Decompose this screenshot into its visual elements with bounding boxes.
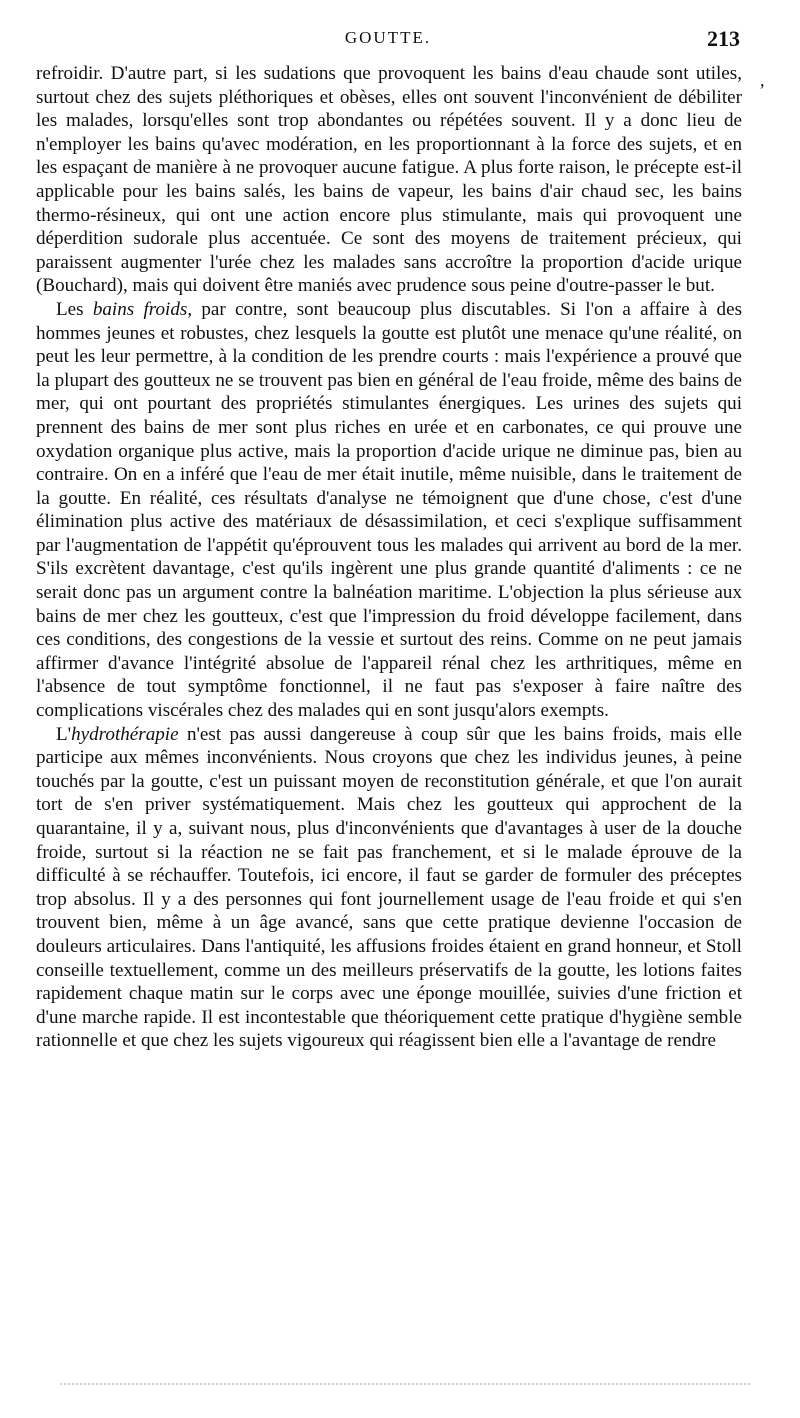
- margin-mark: ,: [760, 70, 765, 90]
- running-head: [36, 28, 740, 54]
- page-number: 213: [707, 26, 740, 51]
- body-text: [36, 62, 742, 1053]
- paragraph-2: [36, 298, 742, 723]
- paragraph-3-emphasis: hydrothérapie: [71, 723, 179, 745]
- bottom-bleedthrough-line: [60, 1383, 750, 1387]
- paragraph-3-text: n'est pas aussi dangereuse à coup sûr que les bains froids, mais elle participe aux mêmes inconvénients. Nous croyons que chez les individus jeunes, à peine touchés par la goutte, c'est un puissant moyen de reconstitution générale, et que l'on aurait tort de s'en priver systématiquement. Mais chez les goutteux qui approchent de la quarantaine, il y a, suivant nous, plus d'inconvénients que d'avantages à user de la douche froide, surtout si la réaction ne se fait pas franchement, et si le malade éprouve de la difficulté à se réchauffer. Toutefois, ici encore, il faut se garder de formuler des préceptes trop absolus. Il y a des personnes qui font journellement usage de l'eau froide et qui s'en trouvent bien, même à un âge avancé, sans que cette pratique devienne l'occasion de douleurs articulaires. Dans l'antiquité, les affusions froides étaient en grand honneur, et Stoll conseille textuellement, comme un des meilleurs préservatifs de la goutte, les lotions faites rapidement chaque matin sur le corps avec une éponge mouillée, suivies d'une friction et d'une marche rapide. Il est incontestable que théoriquement cette pratique d'hygiène semble rationnelle et que chez les sujets vigoureux qui réagissent bien elle a l'avantage de rendre: [36, 723, 742, 1052]
- paragraph-1-text: refroidir. D'autre part, si les sudations que provoquent les bains d'eau chaude sont utiles, surtout chez des sujets pléthoriques et obèses, elles ont souvent l'inconvénient de débiliter les malades, lorsqu'elles sont trop abondantes ou répétées souvent. Il y a donc lieu de n'employer les bains qu'avec modération, en les proportionnant à la force des sujets, et en les espaçant de manière à ne provoquer aucune fatigue. A plus forte raison, le précepte est-il applicable pour les bains salés, les bains de vapeur, les bains d'air chaud sec, les bains thermo-résineux, qui ont une action encore plus stimulante, mais qui provoquent une déperdition sudorale plus accentuée. Ce sont des moyens de traitement précieux, qui paraissent augmenter l'urée chez les malades sans accroître la proportion d'acide urique (Bouchard), mais qui doivent être maniés avec prudence sous peine d'outre-passer le but.: [36, 63, 742, 297]
- running-title: GOUTTE.: [344, 28, 432, 47]
- paragraph-3-intro: L': [56, 723, 72, 745]
- paragraph-2-intro: Les: [56, 298, 93, 320]
- paragraph-3: [36, 723, 742, 1053]
- paragraph-1: [36, 62, 742, 298]
- paragraph-2-emphasis: bains froids: [92, 298, 188, 320]
- paragraph-2-text: , par contre, sont beaucoup plus discutables. Si l'on a affaire à des hommes jeunes et robustes, chez lesquels la goutte est plutôt une menace qu'une réalité, on peut les leur permettre, à la condition de les prendre courts : mais l'expérience a prouvé que la plupart des goutteux ne se trouvent pas bien en général de l'eau froide, même des bains de mer, qui ont pourtant des propriétés stimulantes énergiques. Les urines des sujets qui prennent des bains de mer sont plus riches en urée et en carbonates, ce qui prouve une oxydation organique plus active, mais la proportion d'acide urique ne diminue pas, bien au contraire. On en a inféré que l'eau de mer était inutile, même nuisible, dans le traitement de la goutte. En réalité, ces résultats d'analyse ne témoignent que d'une chose, c'est d'une élimination plus active des matériaux de désassimilation, et ceci s'explique suffisamment par l'augmentation de l'appétit qu'éprouvent tous les malades qui arrivent au bord de la mer. S'ils excrètent davantage, c'est qu'ils ingèrent une plus grande quantité d'aliments : ce ne serait donc pas un argument contre la balnéation maritime. L'objection la plus sérieuse aux bains de mer chez les goutteux, c'est que l'impression du froid développe facilement, dans ces conditions, des congestions de la vessie et surtout des reins. Comme on ne peut jamais affirmer d'avance l'intégrité absolue de l'appareil rénal chez les arthritiques, même en l'absence de tout symptôme fonctionnel, il ne faut pas s'exposer à faire naître des complications viscérales chez des malades qui en sont jusqu'alors exempts.: [36, 298, 742, 722]
